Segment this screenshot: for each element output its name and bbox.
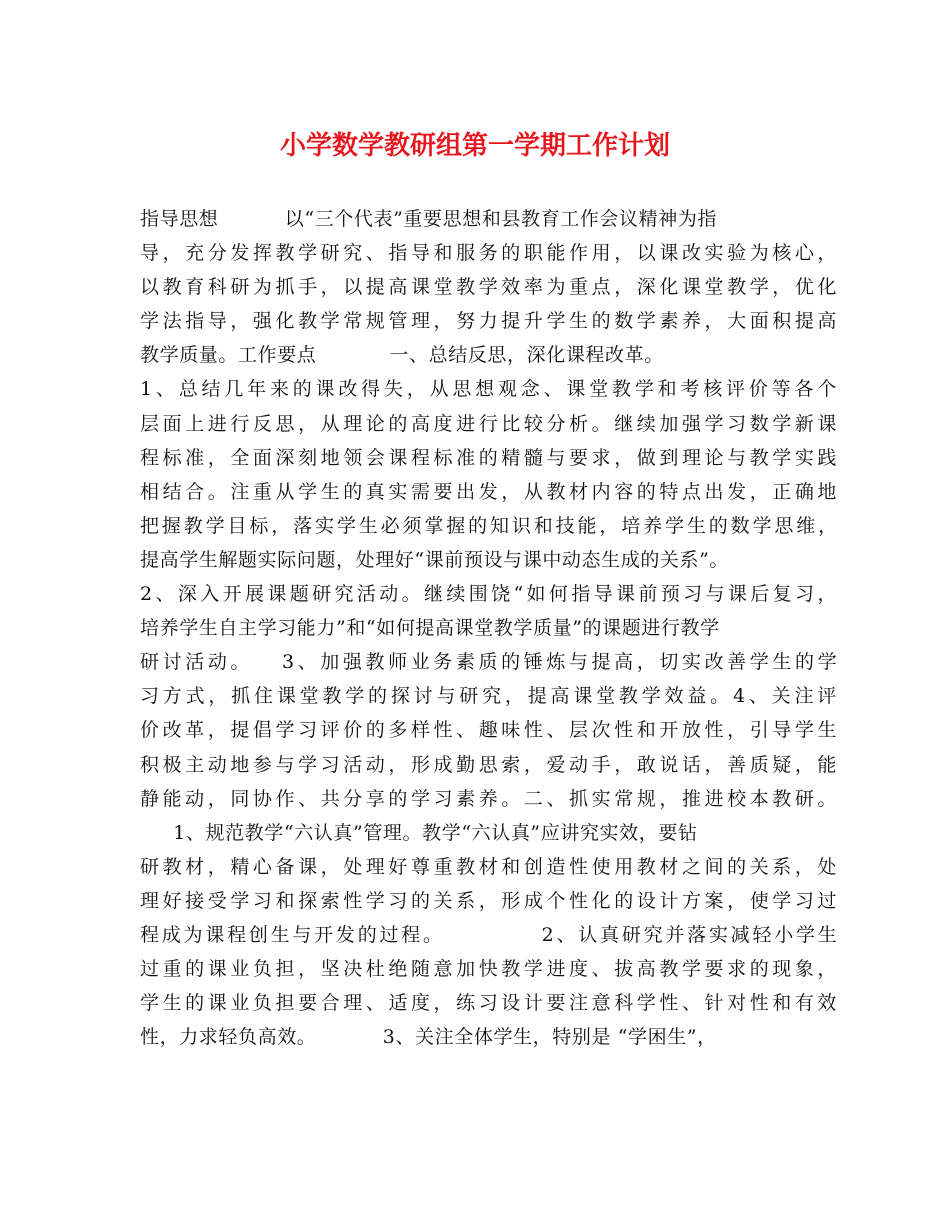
text-line-4: 学法指导，强化教学常规管理，努力提升学生的数学素养，大面积提高 xyxy=(140,310,841,333)
text-line-21: 理好接受学习和探索性学习的关系，形成个性化的设计方案，使学习过 xyxy=(140,889,841,912)
text-line-8: 程标准，全面深刻地领会课程标准的精髓与要求，做到理论与教学实践 xyxy=(140,446,841,469)
text-line-2: 导，充分发挥教学研究、指导和服务的职能作用，以课改实验为核心， xyxy=(140,242,841,265)
text-line-11: 提高学生解题实际问题，处理好“课前预设与课中动态生成的关系”。 xyxy=(140,548,730,571)
text-line-15: 习方式，抓住课堂教学的探讨与研究，提高课堂教学效益。4、关注评 xyxy=(140,685,841,708)
text-line-10: 把握教学目标，落实学生必须掌握的知识和技能，培养学生的数学思维， xyxy=(140,514,841,537)
text-line-19: 1、规范教学“六认真”管理。教学“六认真”应讲究实效，要钻 xyxy=(140,821,698,844)
text-line-5: 教学质量。工作要点 一、总结反思，深化课程改革。 xyxy=(140,344,664,367)
text-line-22: 程成为课程创生与开发的过程。 2、认真研究并落实减轻小学生 xyxy=(140,923,840,946)
text-line-23: 过重的课业负担，坚决杜绝随意加快教学进度、拔高教学要求的现象， xyxy=(140,958,841,981)
document-title: 小学数学教研组第一学期工作计划 xyxy=(279,131,670,161)
text-line-24: 学生的课业负担要合理、适度，练习设计要注意科学性、针对性和有效 xyxy=(140,992,841,1015)
text-line-12: 2、深入开展课题研究活动。继续围饶“如何指导课前预习与课后复习， xyxy=(140,583,840,606)
text-line-25: 性，力求轻负高效。 3、关注全体学生，特别是 “学困生”， xyxy=(140,1026,717,1049)
text-line-7: 层面上进行反思，从理论的高度进行比较分析。继续加强学习数学新课 xyxy=(140,412,841,435)
text-line-14: 研讨活动。 3、加强教师业务素质的锤炼与提高，切实改善学生的学 xyxy=(140,651,841,674)
document-body xyxy=(140,202,840,1054)
text-line-9: 相结合。注重从学生的真实需要出发，从教材内容的特点出发，正确地 xyxy=(140,480,841,503)
text-line-3: 以教育科研为抓手，以提高课堂教学效率为重点，深化课堂教学，优化 xyxy=(140,276,841,299)
text-line-13: 培养学生自主学习能力”和“如何提高课堂教学质量”的课题进行教学 xyxy=(140,617,720,640)
text-line-20: 研教材，精心备课，处理好尊重教材和创造性使用教材之间的关系，处 xyxy=(140,855,841,878)
text-line-17: 积极主动地参与学习活动，形成勤思索，爱动手，敢说话，善质疑，能 xyxy=(140,753,841,776)
text-line-18: 静能动，同协作、共分享的学习素养。二、抓实常规，推进校本教研。 xyxy=(140,787,841,810)
text-line-1: 指导思想 以“三个代表”重要思想和县教育工作会议精神为指 xyxy=(140,208,718,230)
text-line-6: 1、总结几年来的课改得失，从思想观念、课堂教学和考核评价等各个 xyxy=(140,378,841,401)
text-line-16: 价改革，提倡学习评价的多样性、趣味性、层次性和开放性，引导学生 xyxy=(140,719,841,742)
